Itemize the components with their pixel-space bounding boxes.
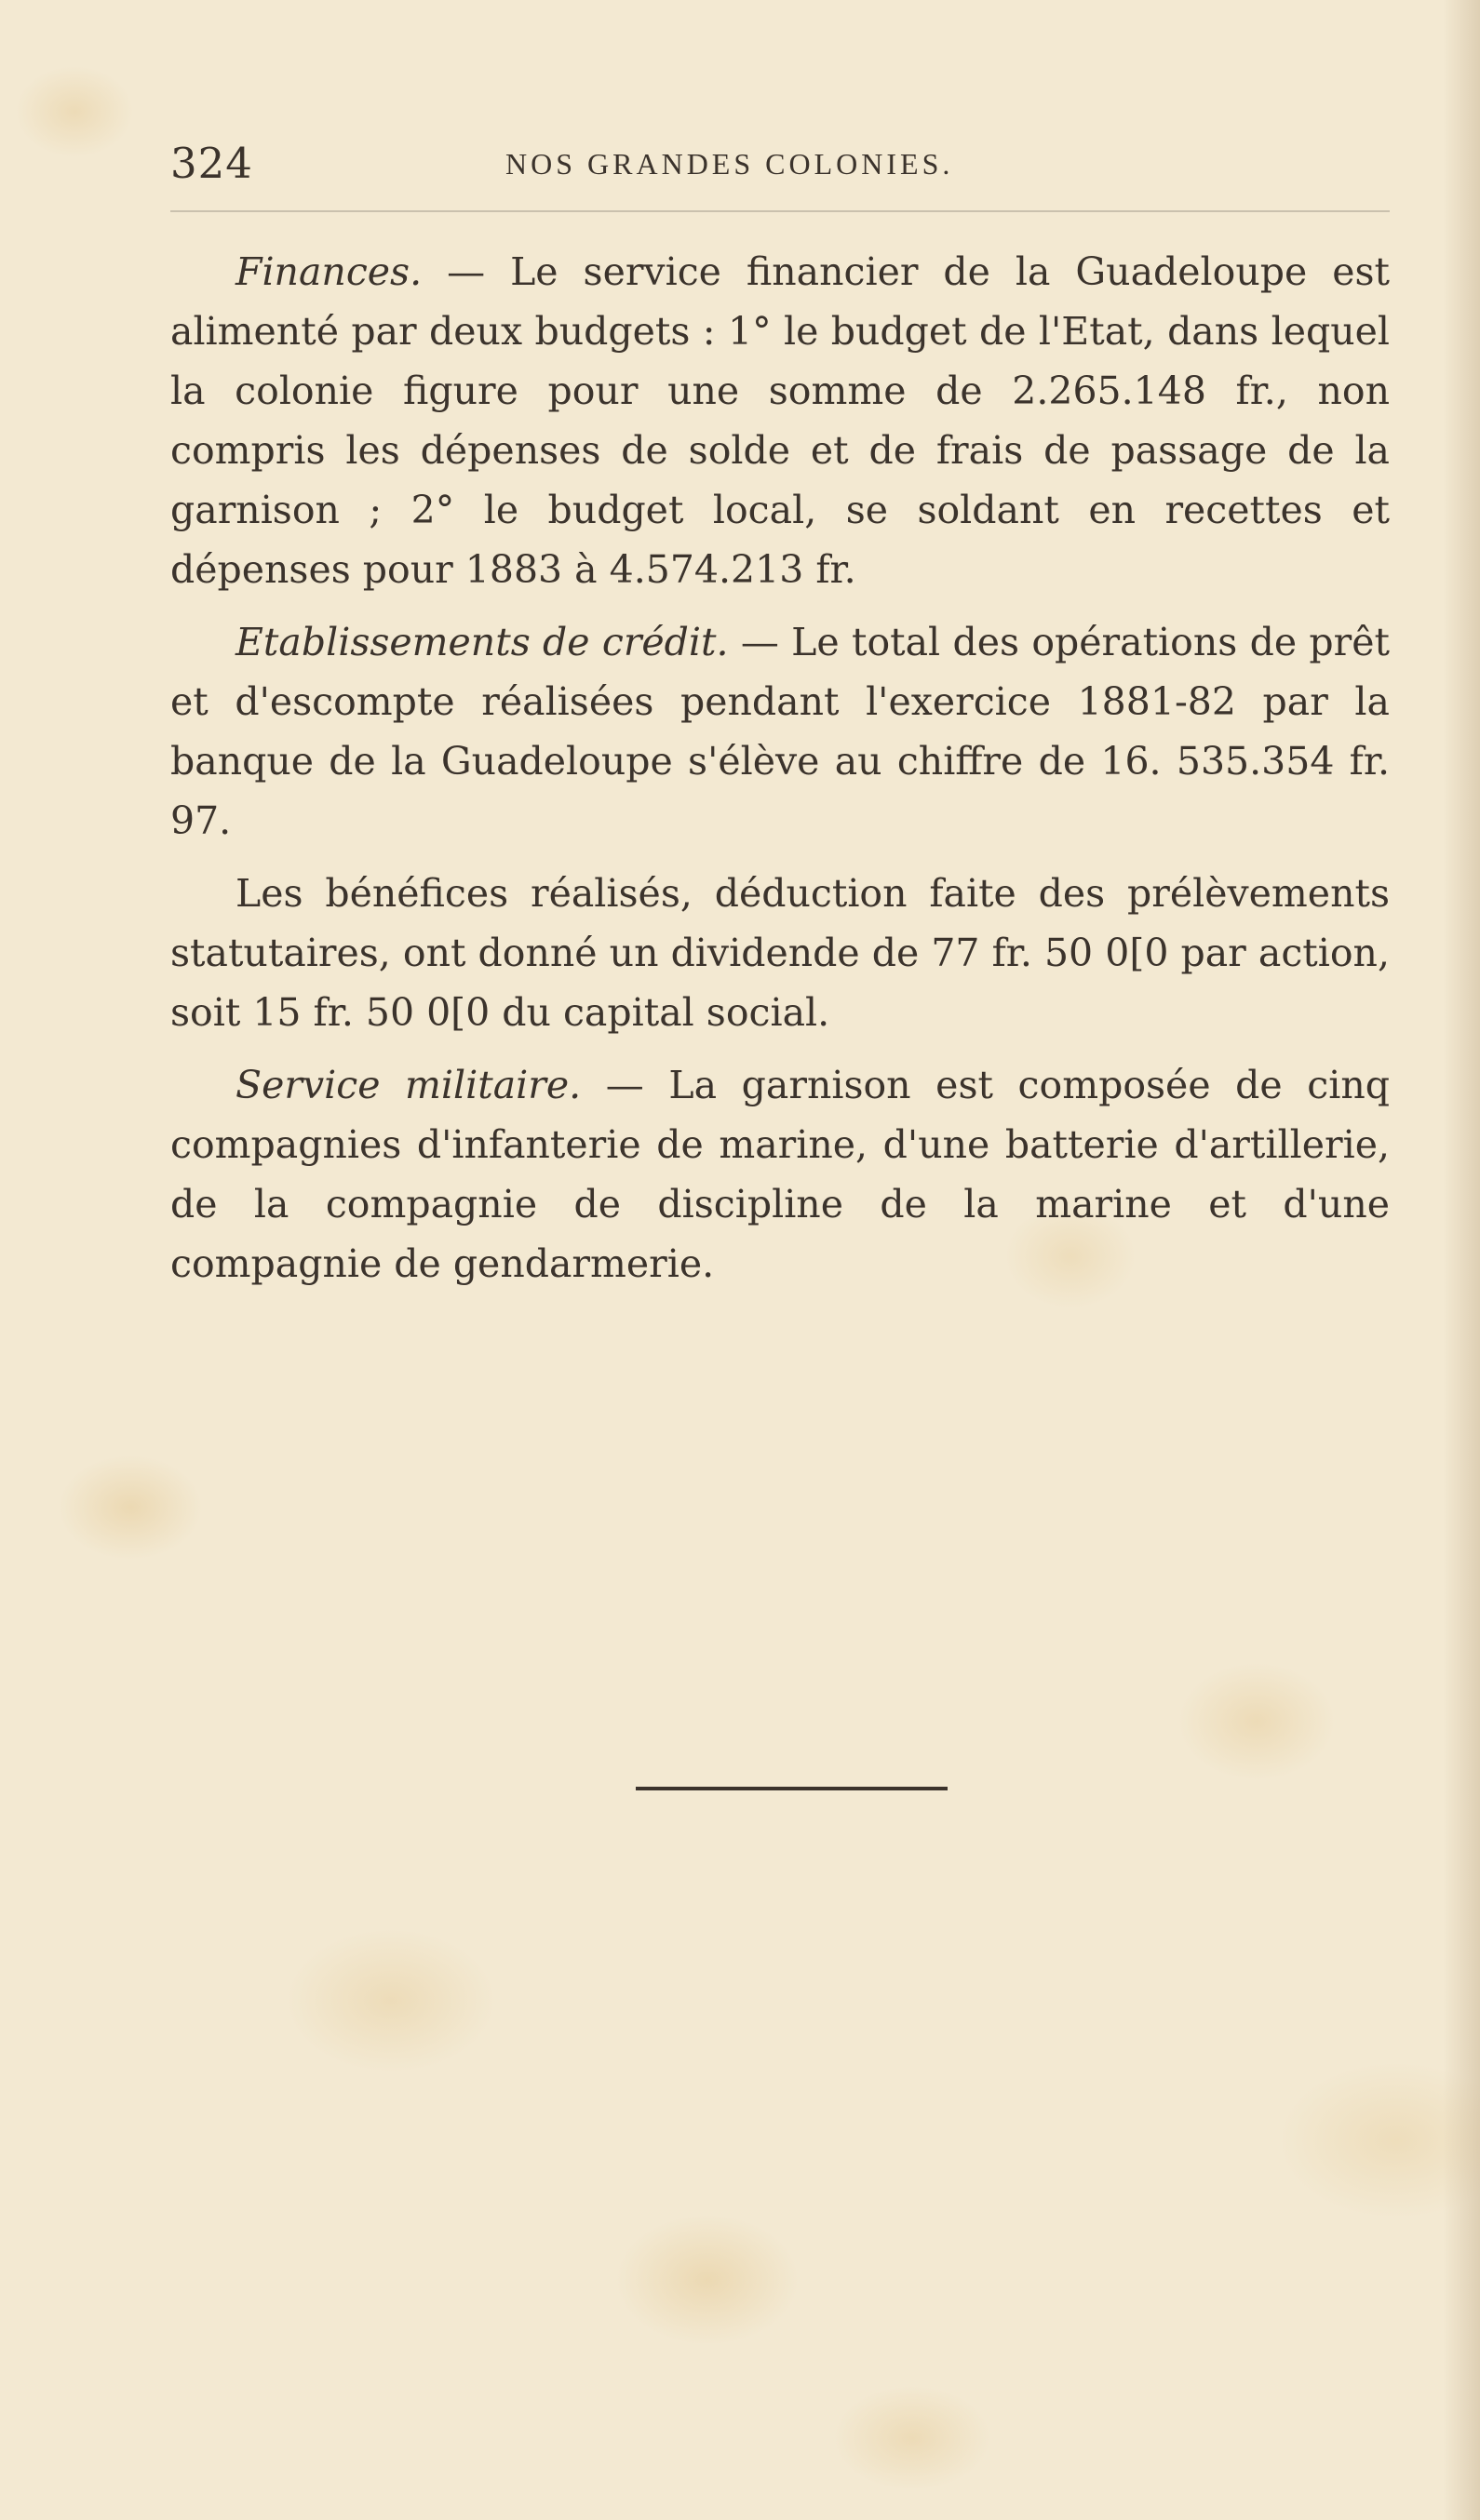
paragraph-text: — Le service financier de la Guadeloupe est alimenté par deux budgets : 1° le budget de l'Etat, dans lequel la colonie figure pour une somme de 2.265.148 fr., non compris les dépenses de solde et de frais de passage de la garnison ; 2° le budget local, se soldant en recettes et dépenses pour 1883 à 4.574.213 fr.	[170, 249, 1390, 592]
running-head	[170, 136, 1390, 192]
paragraph-text: — Le total des opérations de prêt et d'escompte réalisées pendant l'exercice 1881-82 par la banque de la Guadeloupe s'élève au chiffre de 16. 535.354 fr. 97.	[170, 620, 1391, 843]
paragraph-service-militaire	[170, 1055, 1390, 1294]
paragraph-text: Les bénéfices réalisés, déduction faite des prélèvements statutaires, ont donné un dividende de 77 fr. 50 0[0 par action, soit 15 fr. 50 0[0 du capital social.	[170, 871, 1390, 1035]
paragraph-credit	[170, 612, 1390, 851]
running-title: NOS GRANDES COLONIES.	[505, 147, 954, 181]
page-edge-shadow	[1443, 0, 1480, 2520]
header-rule	[170, 210, 1390, 212]
section-end-rule	[636, 1787, 948, 1790]
paragraph-benefices	[170, 864, 1390, 1042]
section-heading-credit: Etablissements de crédit.	[235, 620, 729, 664]
section-heading-service-militaire: Service militaire.	[235, 1063, 582, 1107]
page-number: 324	[170, 139, 253, 188]
paragraph-text: — La garnison est composée de cinq compagnies d'infanterie de marine, d'une batterie d'artillerie, de la compagnie de discipline de la marine et d'une compagnie de gendarmerie.	[170, 1063, 1391, 1286]
section-heading-finances: Finances.	[235, 249, 423, 294]
body-text	[170, 242, 1390, 1307]
paragraph-finances	[170, 242, 1390, 599]
